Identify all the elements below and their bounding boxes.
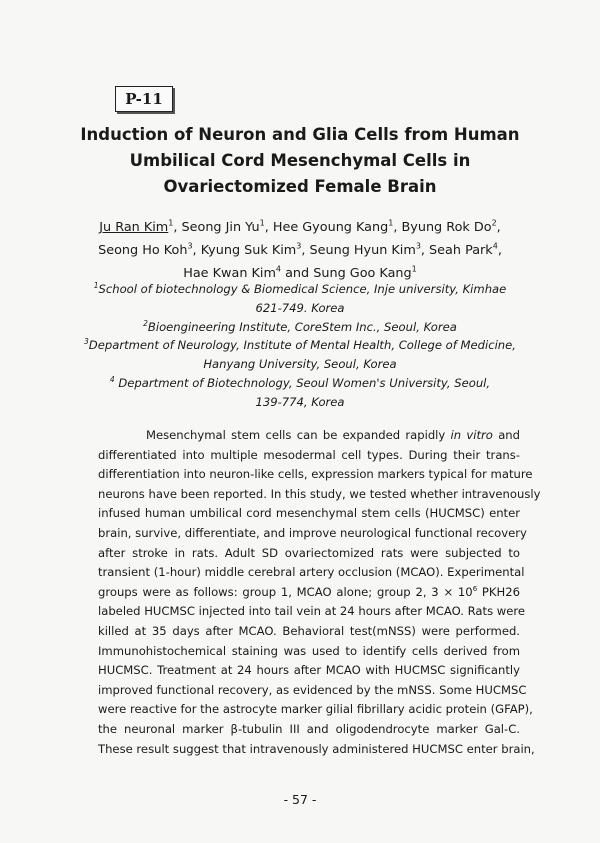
abstract-line: were reactive for the astrocyte marker gilial fibrillary acidic protein (GFAP), <box>98 702 533 717</box>
affiliation-4-cont: 139-774, Korea <box>255 394 345 409</box>
abstract-line: differentiated into multiple mesodermal cell types. During their trans- <box>98 447 520 462</box>
author-name: Seong Jin Yu <box>181 220 260 235</box>
abstract-line: differentiation into neuron-like cells, expression markers typical for mature <box>98 467 533 482</box>
author-connector: and <box>285 266 310 281</box>
abstract-line: neurons have been reported. In this study, we tested whether intravenously <box>98 486 541 501</box>
abstract-line: HUCMSC. Treatment at 24 hours after MCAO with HUCMSC significantly <box>98 663 520 678</box>
affiliation-list <box>60 280 540 412</box>
author-name: Byung Rok Do <box>401 220 492 235</box>
author-name: Ju Ran Kim <box>99 220 169 235</box>
author-aff: 4 <box>275 264 282 274</box>
abstract-line: brain, survive, differentiate, and improve neurological functional recovery <box>98 525 527 540</box>
affiliation-4 <box>60 374 540 393</box>
abstract-line: killed at 35 days after MCAO. Behavioral test(mNSS) were performed. <box>98 623 520 638</box>
author-aff: 3 <box>415 241 421 251</box>
title-line-3: Ovariectomized Female Brain <box>163 177 437 196</box>
author-line-2: Seong Ho Koh$^3$, Kyung Suk Kim$^3$, Seung Hyun Kim$^3$, Seah Park$^4$, <box>98 241 502 258</box>
abstract-line: improved functional recovery, as evidenced by the mNSS. Some HUCMSC <box>98 682 527 697</box>
author-list <box>60 216 540 285</box>
abstract-line: These result suggest that intravenously administered HUCMSC enter brain, <box>98 741 535 756</box>
poster-id-label: P-11 <box>115 86 173 112</box>
paper-title <box>60 122 540 200</box>
affiliation-3 <box>60 336 540 355</box>
affiliation-text: School of biotechnology & Biomedical Science, Inje university, Kimhae <box>98 282 507 296</box>
author-name: Seah Park <box>429 243 493 258</box>
title-line-2: Umbilical Cord Mesenchymal Cells in <box>129 151 471 170</box>
affiliation-num: 3 <box>84 337 89 347</box>
affiliation-1 <box>60 280 540 299</box>
abstract-line: the neuronal marker β-tubulin III and oligodendrocyte marker Gal-C. <box>98 721 520 736</box>
affiliation-num: 2 <box>143 318 148 328</box>
author-line-1: Ju Ran Kim$^1$, Seong Jin Yu$^1$, Hee Gyoung Kang$^1$, Byung Rok Do$^2$, <box>99 218 501 235</box>
affiliation-3-cont: Hanyang University, Seoul, Korea <box>203 357 397 372</box>
author-aff: 3 <box>296 241 302 251</box>
affiliation-text: Bioengineering Institute, CoreStem Inc., Seoul, Korea <box>147 319 457 334</box>
author-aff: 1 <box>168 218 174 228</box>
author-name: Kyung Suk Kim <box>200 243 297 258</box>
author-name: Hae Kwan Kim <box>183 266 276 281</box>
affiliation-text: Department of Neurology, Institute of Mental Health, College of Medicine, <box>88 338 516 353</box>
author-name: Seung Hyun Kim <box>309 243 416 258</box>
author-aff: 4 <box>492 241 498 251</box>
abstract-body <box>98 426 541 759</box>
affiliation-1-cont: 621-749. Korea <box>255 300 345 315</box>
author-aff: 3 <box>187 241 193 251</box>
author-aff: 1 <box>388 218 394 228</box>
author-aff: 1 <box>259 218 265 228</box>
author-name: Seong Ho Koh <box>98 243 188 258</box>
author-name: Hee Gyoung Kang <box>272 220 389 235</box>
abstract-line: Immunohistochemical staining was used to identify cells derived from <box>98 643 520 658</box>
author-aff: 2 <box>491 218 497 228</box>
author-aff: 1 <box>411 264 417 274</box>
abstract-line: after stroke in rats. Adult SD ovariectomized rats were subjected to <box>98 545 520 560</box>
superscript: 6 <box>472 584 478 593</box>
abstract-line: labeled HUCMSC injected into tail vein at 24 hours after MCAO. Rats were <box>98 604 526 619</box>
affiliation-text: Department of Biotechnology, Seoul Women's University, Seoul, <box>114 375 491 390</box>
abstract-line: Mesenchymal stem cells can be expanded rapidly in vitro and <box>146 428 521 442</box>
title-line-1: Induction of Neuron and Glia Cells from Human <box>80 125 520 144</box>
affiliation-num: 4 <box>109 375 115 385</box>
page-number: - 57 - <box>283 792 317 807</box>
affiliation-2 <box>60 318 540 337</box>
italic-term: in vitro <box>450 428 493 442</box>
abstract-line: transient (1-hour) middle cerebral artery occlusion (MCAO). Experimental <box>98 565 525 580</box>
abstract-line: groups were as follows: group 1, MCAO alone; group 2, $3 \times 10^6$ PKH26 <box>98 584 521 599</box>
affiliation-num: 1 <box>93 281 99 291</box>
author-name: Sung Goo Kang <box>313 266 412 281</box>
abstract-line: infused human umbilical cord mesenchymal stem cells (HUCMSC) enter <box>98 506 520 521</box>
